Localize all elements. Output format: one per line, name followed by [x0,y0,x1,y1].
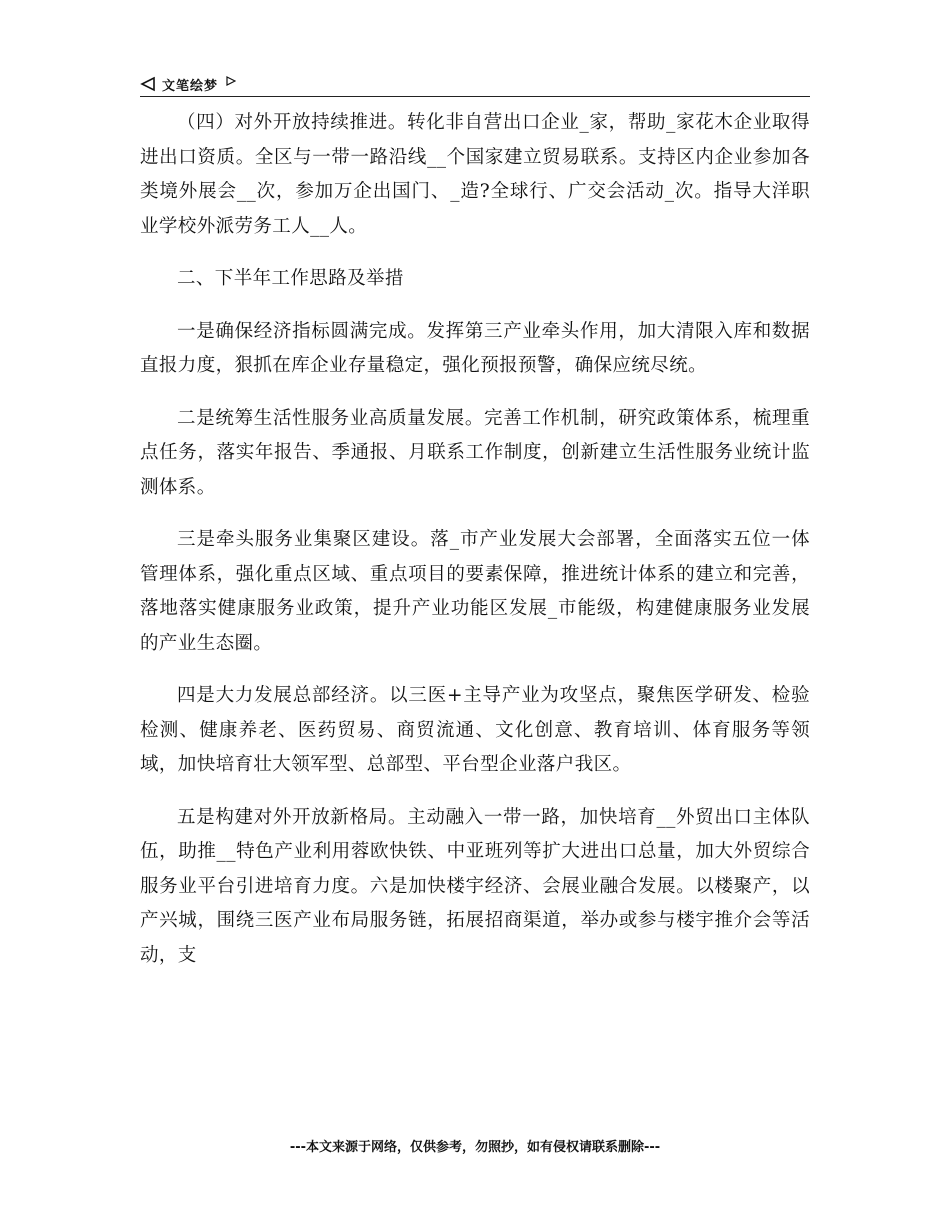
section-heading-second-half-plan: 二、下半年工作思路及举措 [177,268,404,289]
header-brand: 文笔绘梦 [162,78,219,94]
paragraph-opening-pattern: 五是构建对外开放新格局。主动融入一带一路，加快培育__外贸出口主体队伍，助推__特色产业利用蓉欧快铁、中亚班列等扩大进出口总量，加大外贸综合服务业平台引进培育力度。六是加快楼宇经济、会展业融合发展。以楼聚产，以产兴城，围绕三医产业布局服务链，拓展招商渠道，举办或参与楼宇推介会等活动，支 [140,806,810,966]
paragraph-economic-indicators: 一是确保经济指标圆满完成。发挥第三产业牵头作用，加大清限入库和数据直报力度，狠抓在库企业存量稳定，强化预报预警，确保应统尽统。 [140,320,810,376]
triangle-right-outline-icon [226,76,236,86]
paragraph-headquarters-economy: 四是大力发展总部经济。以三医+主导产业为攻坚点，聚焦医学研发、检验检测、健康养老、医药贸易、商贸流通、文化创意、教育培训、体育服务等领域，加快培育壮大领军型、总部型、平台型企业落户我区。 [140,685,810,775]
triangle-left-outline-icon [140,76,156,92]
paragraph-opening-up-progress: （四）对外开放持续推进。转化非自营出口企业_家，帮助_家花木企业取得进出口资质。全区与一带一路沿线__个国家建立贸易联系。支持区内企业参加各类境外展会__次，参加万企出国门、_造?全球行、广交会活动_次。指导大洋职业学校外派劳务工人__人。 [140,112,810,237]
paragraph-service-cluster: 三是牵头服务业集聚区建设。落_市产业发展大会部署，全面落实五位一体管理体系，强化重点区域、重点项目的要素保障，推进统计体系的建立和完善，落地落实健康服务业政策，提升产业功能区发展_市能级，构建健康服务业发展的产业生态圈。 [140,529,810,654]
document-body [140,106,810,991]
page-header [140,72,810,97]
page-footer-notice: ---本文来源于网络，仅供参考，勿照抄，如有侵权请联系删除--- [289,1140,661,1155]
paragraph-lifestyle-services: 二是统筹生活性服务业高质量发展。完善工作机制，研究政策体系，梳理重点任务，落实年报告、季通报、月联系工作制度，创新建立生活性服务业统计监测体系。 [140,407,810,498]
